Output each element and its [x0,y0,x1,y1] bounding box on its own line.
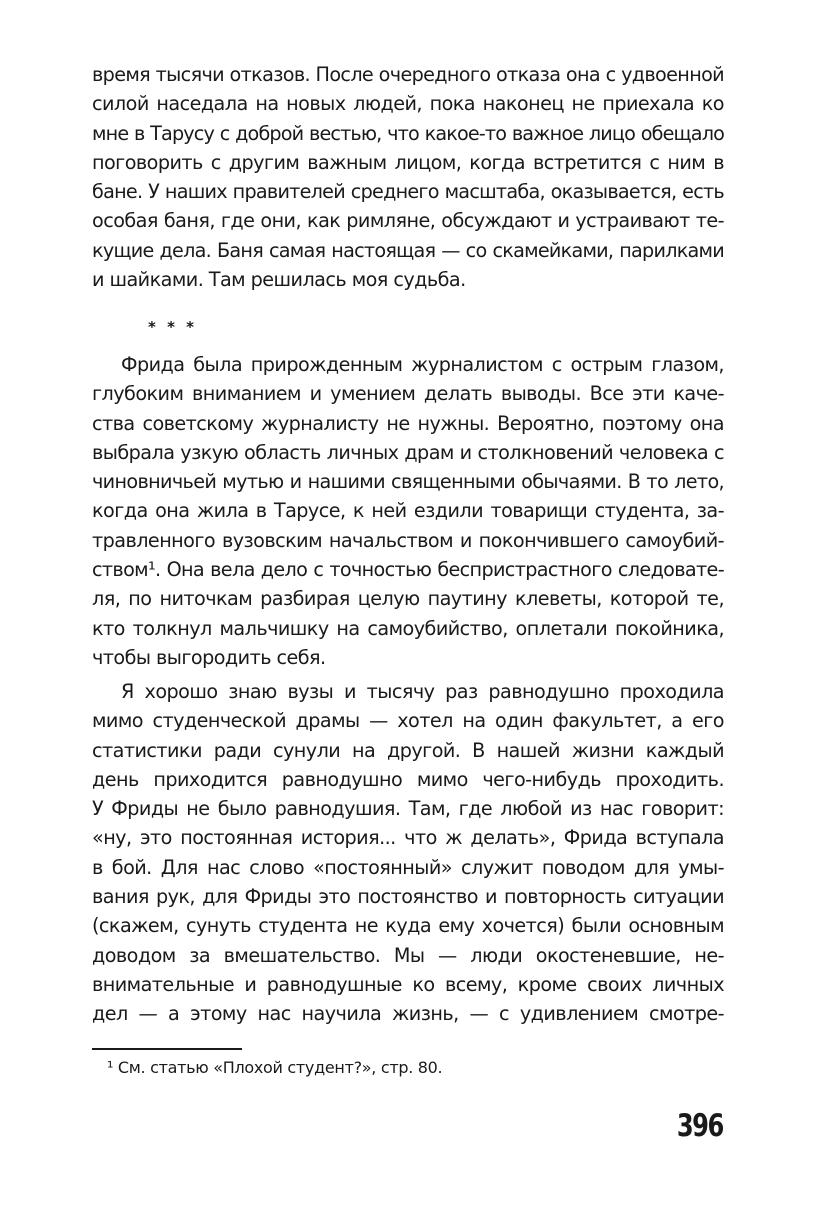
paragraph-1 [92,60,724,294]
text-line: Я хорошо знаю вузы и тысячу раз равнодушно проходила [121,680,724,703]
paragraph-2 [92,350,724,672]
text-line: ля, по ниточкам разбирая целую паутину клеветы, которой те, [92,587,724,611]
text-line: и шайками. Там решилась моя судьба. [92,268,466,292]
text-line: травленного вузовским начальством и покончившего самоубий- [92,528,724,552]
text-line: кто толкнул мальчишку на самоубийство, оплетали покойника, [92,616,724,640]
text-line: внимательные и равнодушные ко всему, кроме своих личных [92,972,724,996]
text-line: кущие дела. Баня самая настоящая — со скамейками, парилками [92,238,724,262]
text-line: мимо студенческой драмы — хотел на один факультет, а его [92,709,724,733]
section-separator: * * * [148,318,197,336]
text-line: когда она жила в Тарусе, к ней ездили товарищи студента, за- [92,499,724,523]
text-line: поговорить с другим важным лицом, когда встретится с ним в [92,150,724,174]
text-line: доводом за вмешательство. Мы — люди окостеневшие, не- [92,943,724,967]
text-line: ством¹. Она вела дело с точностью беспристрастного следовате- [92,558,724,582]
text-line: статистики ради сунули на другой. В нашей жизни каждый [92,738,724,762]
text-line: особая баня, где они, как римляне, обсуждают и устраивают те- [92,209,724,233]
text-line: У Фриды не было равнодушия. Там, где любой из нас говорит: [92,797,724,821]
page-number: 396 [677,1108,723,1144]
text-line: ства советскому журналисту не нужны. Вероятно, поэтому она [92,411,724,435]
text-line: время тысячи отказов. После очередного отказа она с удвоенной [92,63,724,86]
text-line: день приходится равнодушно мимо чего-нибудь проходить. [92,767,724,791]
text-line: выбрала узкую область личных драм и столкновений человека с [92,440,724,464]
text-line: силой наседала на новых людей, пока наконец не приехала ко [92,92,724,116]
text-line: дел — а этому нас научила жизнь, — с удивлением смотре- [92,1002,724,1026]
paragraph-3 [92,677,724,1029]
text-line: чтобы выгородить себя. [92,645,326,669]
text-line: «ну, это постоянная история... что ж делать», Фрида вступала [92,826,724,850]
text-line: в бой. Для нас слово «постоянный» служит поводом для умы- [92,855,724,879]
text-line: чиновничьей мутью и нашими священными обычаями. В то лето, [92,470,724,494]
text-line: вания рук, для Фриды это постоянство и повторность ситуации [92,885,724,909]
text-line: Фрида была прирожденным журналистом с острым глазом, [121,353,724,376]
footnote-divider [92,1048,242,1050]
text-line: (скажем, сунуть студента не куда ему хочется) были основным [92,914,724,938]
text-line: глубоким вниманием и умением делать выводы. Все эти каче- [92,382,724,406]
text-line: мне в Тарусу с доброй вестью, что какое-то важное лицо обещало [92,121,724,145]
text-line: бане. У наших правителей среднего масштаба, оказывается, есть [92,180,724,204]
footnote: ¹ См. статью «Плохой студент?», стр. 80. [107,1058,443,1077]
